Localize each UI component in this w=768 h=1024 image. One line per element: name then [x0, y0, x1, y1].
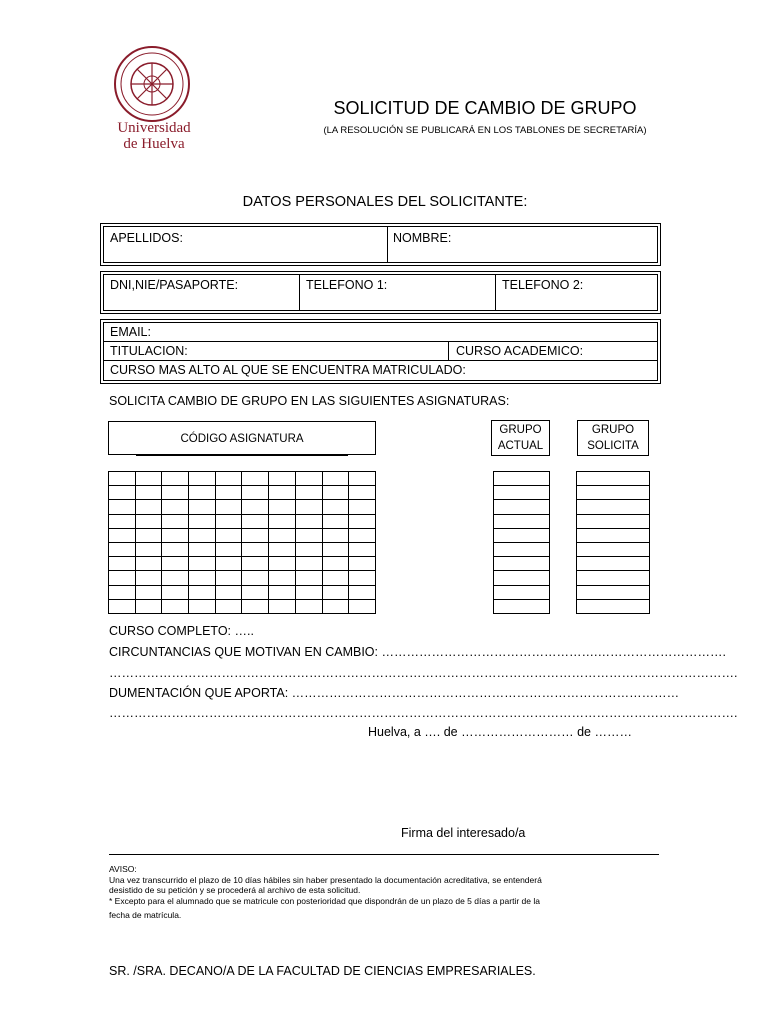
firma-label: Firma del interesado/a	[401, 826, 526, 840]
grid-cell[interactable]	[349, 571, 376, 585]
grid-cell[interactable]	[242, 500, 269, 514]
grid-cell[interactable]	[109, 571, 136, 585]
subjects-request-text: SOLICITA CAMBIO DE GRUPO EN LAS SIGUIENTES ASIGNATURAS:	[109, 394, 510, 408]
grid-cell[interactable]	[349, 542, 376, 556]
grid-cell[interactable]	[269, 557, 296, 571]
dni-field[interactable]: DNI,NIE/PASAPORTE:	[110, 278, 239, 292]
documentacion-cont-line[interactable]: …………………………………………………………………………………………………………………………………….	[109, 706, 738, 720]
grid-row	[109, 528, 376, 542]
grid-cell[interactable]	[215, 472, 242, 486]
university-logo-text	[104, 120, 204, 152]
grid-cell[interactable]	[162, 599, 189, 613]
grid-row	[577, 500, 650, 514]
grid-cell[interactable]	[215, 500, 242, 514]
grid-cell[interactable]	[295, 571, 322, 585]
grid-cell[interactable]	[162, 585, 189, 599]
grid-row	[109, 500, 376, 514]
grid-row	[109, 571, 376, 585]
grid-cell[interactable]	[577, 571, 650, 585]
grid-row	[494, 528, 550, 542]
grid-row	[494, 571, 550, 585]
documentacion-line[interactable]: DUMENTACIÓN QUE APORTA: …………………………………………………………………………………	[109, 686, 680, 700]
grid-cell[interactable]	[269, 514, 296, 528]
grid-cell[interactable]	[322, 472, 349, 486]
grid-cell[interactable]	[109, 585, 136, 599]
circunstancias-line[interactable]: CIRCUNTANCIAS QUE MOTIVAN EN CAMBIO: …………………………………………….………………………….	[109, 645, 726, 659]
grid-cell[interactable]	[295, 514, 322, 528]
logo-line-1: Universidad	[117, 120, 191, 136]
grid-cell[interactable]	[135, 514, 162, 528]
curso-completo-line[interactable]: CURSO COMPLETO: …..	[109, 624, 254, 638]
grupo-actual-header	[491, 420, 550, 456]
grid-cell[interactable]	[322, 557, 349, 571]
divider	[109, 854, 659, 855]
grid-cell[interactable]	[269, 486, 296, 500]
grid-cell[interactable]	[242, 542, 269, 556]
grupo-actual-line1: GRUPO	[499, 424, 542, 436]
grid-row	[577, 542, 650, 556]
grid-cell[interactable]	[295, 557, 322, 571]
grid-cell[interactable]	[135, 571, 162, 585]
grid-row	[494, 486, 550, 500]
grid-cell[interactable]	[577, 500, 650, 514]
grid-cell[interactable]	[295, 528, 322, 542]
codigo-underline	[136, 455, 348, 456]
grid-row	[494, 472, 550, 486]
grid-cell[interactable]	[109, 514, 136, 528]
grid-cell[interactable]	[349, 599, 376, 613]
grid-cell[interactable]	[349, 472, 376, 486]
grid-cell[interactable]	[494, 528, 550, 542]
grid-cell[interactable]	[135, 472, 162, 486]
page-subtitle: (LA RESOLUCIÓN SE PUBLICARÁ EN LOS TABLONES DE SECRETARÍA)	[323, 125, 647, 136]
name-box	[100, 223, 661, 266]
grid-row	[577, 486, 650, 500]
grid-cell[interactable]	[242, 557, 269, 571]
grid-cell[interactable]	[494, 585, 550, 599]
grid-cell[interactable]	[494, 486, 550, 500]
id-phone-box	[100, 271, 661, 314]
grid-row	[109, 472, 376, 486]
grid-row	[109, 599, 376, 613]
grid-cell[interactable]	[109, 500, 136, 514]
codigo-asignatura-header: CÓDIGO ASIGNATURA	[108, 421, 376, 455]
grid-cell[interactable]	[494, 500, 550, 514]
grid-cell[interactable]	[269, 528, 296, 542]
grid-row	[577, 514, 650, 528]
grid-row	[577, 599, 650, 613]
grupo-solicita-header	[577, 420, 649, 456]
grid-cell[interactable]	[135, 528, 162, 542]
grid-row	[109, 585, 376, 599]
grid-row	[494, 557, 550, 571]
grid-row	[109, 557, 376, 571]
grid-cell[interactable]	[135, 486, 162, 500]
grid-cell[interactable]	[577, 514, 650, 528]
aviso-line-2: desistido de su petición y se procederá al archivo de esta solicitud.	[109, 885, 361, 895]
aviso-label: AVISO:	[109, 864, 137, 874]
grid-cell[interactable]	[269, 542, 296, 556]
aviso-line-3: * Excepto para el alumnado que se matricule con posterioridad que dispondrán de un plazo de 5 días a partir de la	[109, 896, 540, 906]
grid-row	[109, 514, 376, 528]
grid-cell[interactable]	[135, 542, 162, 556]
fecha-line[interactable]: Huelva, a …. de ……………………… de ………	[368, 725, 632, 739]
grid-row	[109, 542, 376, 556]
curso-mas-alto-field[interactable]: CURSO MAS ALTO AL QUE SE ENCUENTRA MATRICULADO:	[110, 363, 466, 377]
grid-cell[interactable]	[494, 514, 550, 528]
grid-cell[interactable]	[242, 486, 269, 500]
grid-cell[interactable]	[242, 528, 269, 542]
curso-academico-field[interactable]: CURSO ACADEMICO:	[456, 344, 584, 358]
grid-cell[interactable]	[189, 500, 216, 514]
grid-row	[577, 585, 650, 599]
grid-cell[interactable]	[269, 500, 296, 514]
grid-cell[interactable]	[349, 500, 376, 514]
telefono2-field[interactable]: TELEFONO 2:	[502, 278, 584, 292]
grid-cell[interactable]	[322, 585, 349, 599]
grid-cell[interactable]	[189, 486, 216, 500]
grid-cell[interactable]	[135, 585, 162, 599]
grid-cell[interactable]	[349, 528, 376, 542]
grid-cell[interactable]	[189, 599, 216, 613]
grupo-solicita-line2: SOLICITA	[587, 440, 639, 452]
grid-cell[interactable]	[215, 542, 242, 556]
addressee-footer: SR. /SRA. DECANO/A DE LA FACULTAD DE CIENCIAS EMPRESARIALES.	[109, 964, 536, 978]
telefono1-field[interactable]: TELEFONO 1:	[306, 278, 388, 292]
circunstancias-cont-line[interactable]: …………………………………………………………………………………………………………………………………….	[109, 666, 738, 680]
aviso-line-4: fecha de matrícula.	[109, 910, 182, 920]
grid-cell[interactable]	[135, 500, 162, 514]
grid-cell[interactable]	[242, 585, 269, 599]
academic-box	[100, 319, 661, 384]
grid-cell[interactable]	[189, 472, 216, 486]
grid-row	[577, 571, 650, 585]
grupo-solicita-grid[interactable]	[576, 471, 650, 614]
grid-cell[interactable]	[189, 528, 216, 542]
grid-cell[interactable]	[189, 514, 216, 528]
grid-cell[interactable]	[135, 599, 162, 613]
grid-cell[interactable]	[349, 514, 376, 528]
grid-cell[interactable]	[577, 557, 650, 571]
nombre-field[interactable]: NOMBRE:	[393, 231, 452, 245]
grid-cell[interactable]	[577, 585, 650, 599]
grid-cell[interactable]	[494, 542, 550, 556]
grid-cell[interactable]	[295, 472, 322, 486]
grid-cell[interactable]	[189, 542, 216, 556]
grid-cell[interactable]	[322, 528, 349, 542]
grid-cell[interactable]	[242, 472, 269, 486]
grid-cell[interactable]	[269, 472, 296, 486]
grid-cell[interactable]	[322, 599, 349, 613]
grid-cell[interactable]	[322, 500, 349, 514]
grid-cell[interactable]	[322, 514, 349, 528]
grupo-actual-line2: ACTUAL	[497, 440, 544, 452]
grid-cell[interactable]	[215, 514, 242, 528]
grid-cell[interactable]	[577, 528, 650, 542]
grid-cell[interactable]	[242, 571, 269, 585]
grid-cell[interactable]	[162, 557, 189, 571]
grid-cell[interactable]	[295, 599, 322, 613]
titulacion-field[interactable]: TITULACION:	[110, 344, 188, 358]
grid-cell[interactable]	[189, 571, 216, 585]
grid-cell[interactable]	[295, 486, 322, 500]
grid-row	[494, 542, 550, 556]
grid-cell[interactable]	[109, 486, 136, 500]
grid-row	[109, 486, 376, 500]
grid-cell[interactable]	[577, 599, 650, 613]
page-title: SOLICITUD DE CAMBIO DE GRUPO	[333, 98, 637, 118]
grid-row	[494, 585, 550, 599]
section-title: DATOS PERSONALES DEL SOLICITANTE:	[242, 194, 528, 210]
grid-cell[interactable]	[162, 528, 189, 542]
grid-cell[interactable]	[322, 571, 349, 585]
grid-cell[interactable]	[162, 571, 189, 585]
grid-cell[interactable]	[577, 542, 650, 556]
grid-cell[interactable]	[295, 500, 322, 514]
email-field[interactable]: EMAIL:	[110, 325, 151, 339]
grid-cell[interactable]	[494, 557, 550, 571]
grid-cell[interactable]	[242, 514, 269, 528]
grid-row	[577, 472, 650, 486]
grid-cell[interactable]	[494, 599, 550, 613]
grupo-solicita-line1: GRUPO	[591, 424, 635, 436]
grid-cell[interactable]	[269, 585, 296, 599]
apellidos-field[interactable]: APELLIDOS:	[110, 231, 183, 245]
grid-cell[interactable]	[215, 486, 242, 500]
grid-cell[interactable]	[494, 571, 550, 585]
grid-row	[494, 514, 550, 528]
grid-cell[interactable]	[162, 486, 189, 500]
grid-cell[interactable]	[109, 472, 136, 486]
grid-cell[interactable]	[349, 585, 376, 599]
grid-cell[interactable]	[322, 486, 349, 500]
grid-row	[577, 557, 650, 571]
grid-cell[interactable]	[322, 542, 349, 556]
grid-cell[interactable]	[577, 486, 650, 500]
grid-row	[494, 599, 550, 613]
grid-cell[interactable]	[242, 599, 269, 613]
grid-cell[interactable]	[162, 542, 189, 556]
grid-cell[interactable]	[109, 528, 136, 542]
grid-cell[interactable]	[577, 472, 650, 486]
grid-cell[interactable]	[162, 500, 189, 514]
grid-cell[interactable]	[269, 571, 296, 585]
grid-cell[interactable]	[189, 585, 216, 599]
grid-cell[interactable]	[349, 486, 376, 500]
grid-cell[interactable]	[295, 585, 322, 599]
aviso-line-1: Una vez transcurrido el plazo de 10 días hábiles sin haber presentado la documentación acreditativa, se entenderá	[109, 875, 542, 885]
grid-row	[577, 528, 650, 542]
grid-cell[interactable]	[109, 599, 136, 613]
codigo-grid[interactable]	[108, 471, 376, 614]
grid-cell[interactable]	[215, 599, 242, 613]
grid-cell[interactable]	[269, 599, 296, 613]
grid-cell[interactable]	[162, 472, 189, 486]
grid-cell[interactable]	[295, 542, 322, 556]
grid-cell[interactable]	[215, 557, 242, 571]
grid-cell[interactable]	[162, 514, 189, 528]
grid-cell[interactable]	[349, 557, 376, 571]
grid-cell[interactable]	[109, 542, 136, 556]
grid-row	[494, 500, 550, 514]
grid-cell[interactable]	[494, 472, 550, 486]
grid-cell[interactable]	[215, 571, 242, 585]
grid-cell[interactable]	[215, 585, 242, 599]
grid-cell[interactable]	[189, 557, 216, 571]
grid-cell[interactable]	[109, 557, 136, 571]
grid-cell[interactable]	[215, 528, 242, 542]
grupo-actual-grid[interactable]	[493, 471, 550, 614]
grid-cell[interactable]	[135, 557, 162, 571]
logo-line-2: de Huelva	[123, 136, 185, 152]
